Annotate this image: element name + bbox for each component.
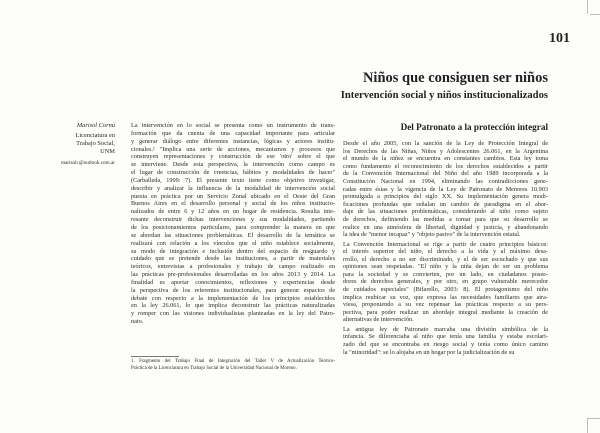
abstract-line: su modo de integración e inclusión dentro del espacio de resguardo y bbox=[131, 247, 335, 255]
abstract-line: teóricos, entrevistas a profesionales y trabajo de campo realizado en bbox=[131, 263, 335, 271]
body-line: dores de derechos generales, y por otro, en grupo vulnerable merecedor bbox=[343, 278, 548, 286]
abstract-paragraph bbox=[131, 122, 335, 326]
body-line: viesa, proponiendo a su vez repensar las prácticas respecto a su pers- bbox=[343, 301, 548, 309]
abstract-line: y generar diálogo entre diferentes instancias, lógicas y actores institu- bbox=[131, 137, 335, 145]
body-line: alternativas de intervención. bbox=[343, 316, 414, 324]
crop-mark-bottom-horizontal bbox=[587, 418, 600, 419]
abstract-line: construyen representaciones y construcción de ese 'otro' sobre el que bbox=[131, 153, 335, 161]
abstract-line: nalizados de entre 6 y 12 años en un hogar de residencia. Resulta inte- bbox=[131, 208, 335, 216]
abstract-line: se abordan las situaciones problemáticas. El desarrollo de la temática se bbox=[131, 231, 335, 239]
footnote-line: 1. Fragmento del Trabajo Final de Integración del Taller V de Actualización Teórico- bbox=[131, 359, 335, 364]
crop-mark-top-vertical bbox=[587, 0, 588, 14]
abstract-line: (Carballeda, 1999: 7). El presente texto tiene como objetivo investigar, bbox=[131, 176, 335, 184]
abstract-line: y romper con las visiones individualistas planteadas en la ley del Patro- bbox=[131, 310, 335, 318]
abstract-line: realizará con relación a los vínculos que el niño establece socialmente, bbox=[131, 239, 335, 247]
abstract-line: La intervención en lo social se presenta como un instrumento de trans- bbox=[131, 122, 335, 129]
body-line: de la Convención Internacional del Niño del año 1989 incorporada a la bbox=[343, 170, 548, 178]
abstract-line: Buenos Aires en el desarrollo personal y social de los niños institucio- bbox=[131, 200, 335, 208]
abstract-line: nato. bbox=[131, 318, 144, 326]
body-line: de derechos, definiendo las medidas a tomar para que su desarrollo se bbox=[343, 215, 548, 223]
body-line: La Convención Internacional se rige a partir de cuatro principios básicos: bbox=[343, 240, 548, 248]
footnote bbox=[131, 359, 335, 373]
author-affiliation-line: Licenciatura en bbox=[75, 132, 115, 140]
body-line: ficaciones profundas que señalan un cambio de paradigma en el abor- bbox=[343, 200, 548, 208]
body-line: la "minoridad": se lo alojaba en un hogar por la judicialización de su bbox=[343, 348, 515, 356]
body-line: implica reubicar su voz, que expresa las necesidades familiares que atra- bbox=[343, 293, 548, 301]
abstract-line: cionales.¹ "Implica una serie de acciones, mecanismos y procesos que bbox=[131, 145, 335, 153]
body-line: pectiva, para poder realizar un abordaje integral mediante la creación de bbox=[343, 308, 548, 316]
body-paragraph bbox=[343, 140, 548, 239]
article-subtitle: Intervención social y niños institucionalizados bbox=[340, 90, 548, 101]
abstract-line: cuidado que se pretende desde las instituciones, a partir de materiales bbox=[131, 255, 335, 263]
body-line: realice en una atmósfera de libertad, dignidad y justicia, y abandonando bbox=[343, 223, 548, 231]
body-line: para la sociedad y se convierten, por un lado, en ciudadanos posee- bbox=[343, 270, 548, 278]
article-title: Niños que consiguen ser niños bbox=[362, 70, 548, 86]
body-line: promulgada a principios del siglo XX. Su implementación genera modi- bbox=[343, 193, 548, 201]
body-line: radas entre éstas y la vigencia de la Ley de Patronato de Menores 10.903 bbox=[343, 185, 548, 193]
body-line: daje de las situaciones problemáticas, considerando al niño como sujeto bbox=[343, 208, 548, 216]
author-affiliation-line: UNM bbox=[100, 148, 115, 156]
abstract-line: resante deconstruir dichas intervenciones y sus modalidades, partiendo bbox=[131, 216, 335, 224]
crop-mark-top-horizontal bbox=[590, 14, 600, 15]
author-name: Marisol Cornú bbox=[76, 122, 115, 129]
body-line: rrollo, el derecho a no ser discriminado, y el de ser escuchado y que sus bbox=[343, 255, 548, 263]
abstract-line: formación que da cuenta de una capacidad importante para articular bbox=[131, 129, 335, 137]
footnote-line: Práctica de la Licenciatura en Trabajo Social de la Universidad Nacional de Moreno. bbox=[131, 365, 297, 371]
body-line: el mundo de la niñez se encuentra en constantes cambios. Esta ley toma bbox=[343, 155, 548, 163]
body-paragraph bbox=[343, 241, 548, 325]
abstract-line: debate con respecto a la implementación de los principios establecidos bbox=[131, 294, 335, 302]
abstract-line: en la ley 26.061, lo que implica deconstruir las prácticas naturalizadas bbox=[131, 302, 335, 310]
body-line: los Derechos de las Niñas, Niños y Adolescentes 26.061, en la Argentina bbox=[343, 147, 548, 155]
crop-mark-bottom-vertical bbox=[587, 419, 588, 433]
body-line: como fundamento el reconocimiento de los derechos establecidos a partir bbox=[343, 162, 548, 170]
abstract-line: el lugar de construcción de creencias, hábitos y modalidades de hacer" bbox=[131, 169, 335, 177]
body-line: Constitución Nacional en 1994, eliminando las contradicciones gene- bbox=[343, 177, 548, 185]
body-paragraph bbox=[343, 326, 548, 356]
author-affiliation-line: Trabajo Social, bbox=[76, 140, 115, 148]
abstract-line: de los posicionamientos particulares, para comprender la manera en que bbox=[131, 223, 335, 231]
body-line: la idea de "menor incapaz" y "objeto pasivo" de la intervención estatal. bbox=[343, 231, 521, 239]
author-email: marisolc@outlook.com.ar bbox=[60, 159, 115, 166]
body-line: el interés superior del niño, el derecho a la vida y al máximo desa- bbox=[343, 248, 548, 256]
body-line: opiniones sean respetadas. "El niño y la niña dejan de ser un problema bbox=[343, 263, 548, 271]
abstract-line: finalidad es aportar conocimientos, reflexiones y experiencias desde bbox=[131, 278, 335, 286]
abstract-line: la perspectiva de los referentes institucionales, para generar espacios de bbox=[131, 286, 335, 294]
body-line: Desde el año 2005, con la sanción de la Ley de Protección Integral de bbox=[343, 140, 548, 147]
abstract-line: puesta en práctica por un Servicio Zonal ubicado en el Oeste del Gran bbox=[131, 192, 335, 200]
body-column bbox=[343, 140, 548, 358]
body-line: infancia. Se diferenciaba al niño que tenía una familia y estaba escolari- bbox=[343, 333, 548, 341]
body-line: zado del que se encontraba en riesgo social y tenía como único camino bbox=[343, 341, 548, 349]
body-line: de cuidados especiales" (Bifarello, 2003: 8). El protagonismo del niño bbox=[343, 286, 548, 294]
body-line: La antigua ley de Patronato marcaba una división simbólica de la bbox=[343, 325, 548, 333]
page-number: 101 bbox=[549, 31, 570, 46]
abstract-line: describir y analizar la influencia de la modalidad de intervención social bbox=[131, 184, 335, 192]
abstract-line: se interviene. Desde esta perspectiva, la intervención como campo es bbox=[131, 161, 335, 169]
author-block bbox=[61, 122, 115, 168]
section-heading: Del Patronato a la protección integral bbox=[400, 122, 548, 132]
abstract-line: las prácticas pre-profesionales desarrolladas en los años 2013 y 2014. La bbox=[131, 271, 335, 279]
footnote-divider bbox=[131, 356, 179, 357]
